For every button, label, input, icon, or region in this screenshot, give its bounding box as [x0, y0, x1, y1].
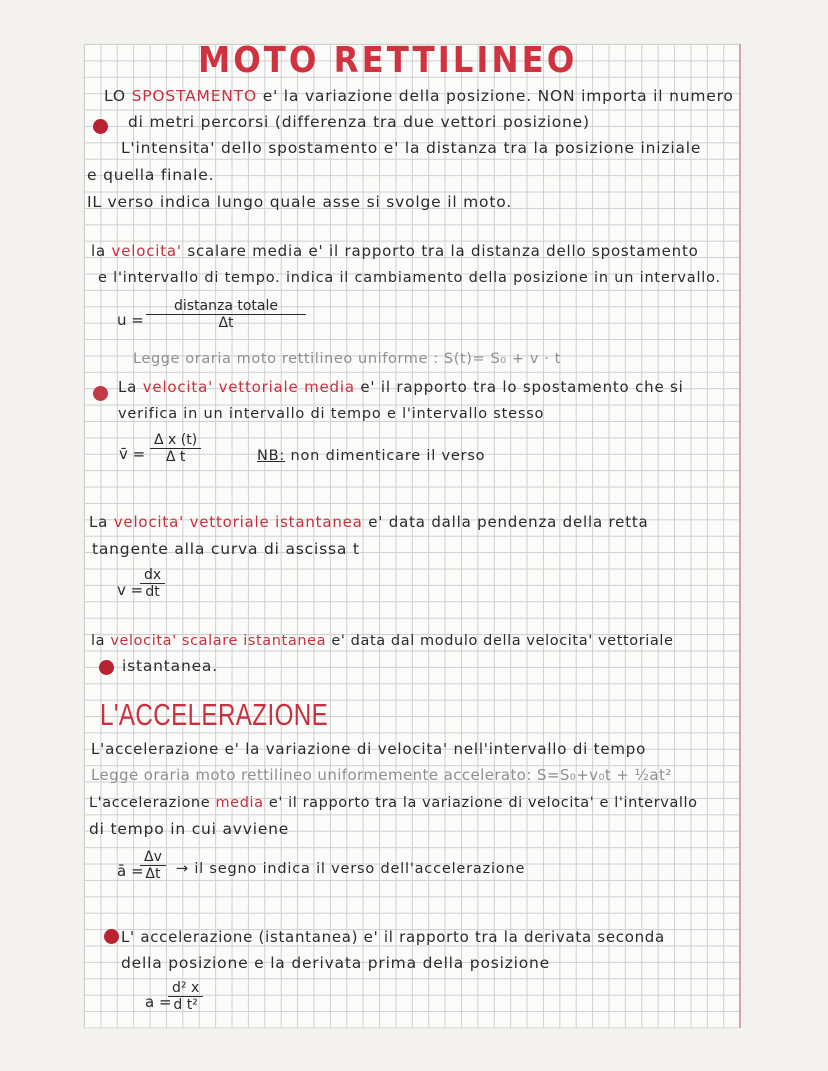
formula-vbar-lhs: v̄ =: [119, 445, 146, 463]
page-title: MOTO RETTILINEO: [198, 40, 578, 81]
p5-line2: istantanea.: [122, 657, 218, 675]
p4-line2: tangente alla curva di ascissa t: [92, 540, 360, 558]
bullet-dot-icon: [93, 119, 108, 134]
p6-line1: L'accelerazione e' la variazione di velocita' nell'intervallo di tempo: [91, 740, 647, 758]
term-spostamento: SPOSTAMENTO: [131, 87, 257, 105]
p1-line1: LO SPOSTAMENTO e' la variazione della posizione. NON importa il numero: [104, 87, 734, 105]
p1-line3: L'intensita' dello spostamento e' la distanza tra la posizione iniziale: [121, 139, 702, 157]
note-nb: NB: non dimenticare il verso: [257, 448, 486, 464]
law-accelerated-motion: Legge oraria moto rettilineo uniformemente accelerato: S=S₀+v₀t + ½at²: [91, 766, 672, 784]
formula-a-lhs: a =: [145, 993, 172, 1011]
p3-line1: La velocita' vettoriale media e' il rapporto tra lo spostamento che si: [118, 378, 684, 396]
formula-vbar-fraction: Δ x (t) Δ t: [150, 432, 201, 465]
margin-line: [739, 44, 741, 1028]
p7-line1: L' accelerazione (istantanea) e' il rapporto tra la derivata seconda: [121, 928, 665, 946]
formula-a-fraction: d² x d t²: [168, 980, 203, 1013]
formula-abar-lhs: ā =: [117, 862, 144, 880]
section-heading-accelerazione: L'ACCELERAZIONE: [100, 697, 329, 732]
p6-line3: L'accelerazione media e' il rapporto tra la variazione di velocita' e l'intervallo: [89, 795, 698, 811]
formula-v-fraction: dx dt: [140, 567, 165, 600]
p7-line2: della posizione e la derivata prima della posizione: [121, 954, 550, 972]
bullet-dot-icon: [99, 660, 114, 675]
p2-line1: la velocita' scalare media e' il rapporto tra la distanza dello spostamento: [91, 242, 699, 260]
p4-line1: La velocita' vettoriale istantanea e' data dalla pendenza della retta: [89, 513, 649, 531]
formula-abar-note: → il segno indica il verso dell'accelerazione: [176, 861, 526, 877]
law-uniform-motion: Legge oraria moto rettilineo uniforme : S(t)= S₀ + v · t: [133, 351, 561, 367]
formula-u-lhs: u =: [117, 311, 144, 329]
p2-line2: e l'intervallo di tempo. indica il cambiamento della posizione in un intervallo.: [98, 270, 721, 286]
formula-abar-fraction: Δv Δt: [140, 849, 166, 882]
formula-u-fraction: distanza totale Δt: [146, 298, 306, 331]
bullet-dot-icon: [104, 929, 119, 944]
formula-v-lhs: v =: [117, 581, 144, 599]
p5-line1: la velocita' scalare istantanea e' data dal modulo della velocita' vettoriale: [91, 633, 674, 649]
p1-line4: e quella finale.: [87, 166, 215, 184]
p3-line2: verifica in un intervallo di tempo e l'intervallo stesso: [118, 406, 545, 422]
bullet-dot-icon: [93, 386, 108, 401]
p1-line5: IL verso indica lungo quale asse si svolge il moto.: [87, 193, 512, 211]
p1-line2: di metri percorsi (differenza tra due vettori posizione): [128, 113, 590, 131]
p6-line4: di tempo in cui avviene: [89, 820, 290, 838]
grid-paper-sheet: [84, 44, 740, 1028]
